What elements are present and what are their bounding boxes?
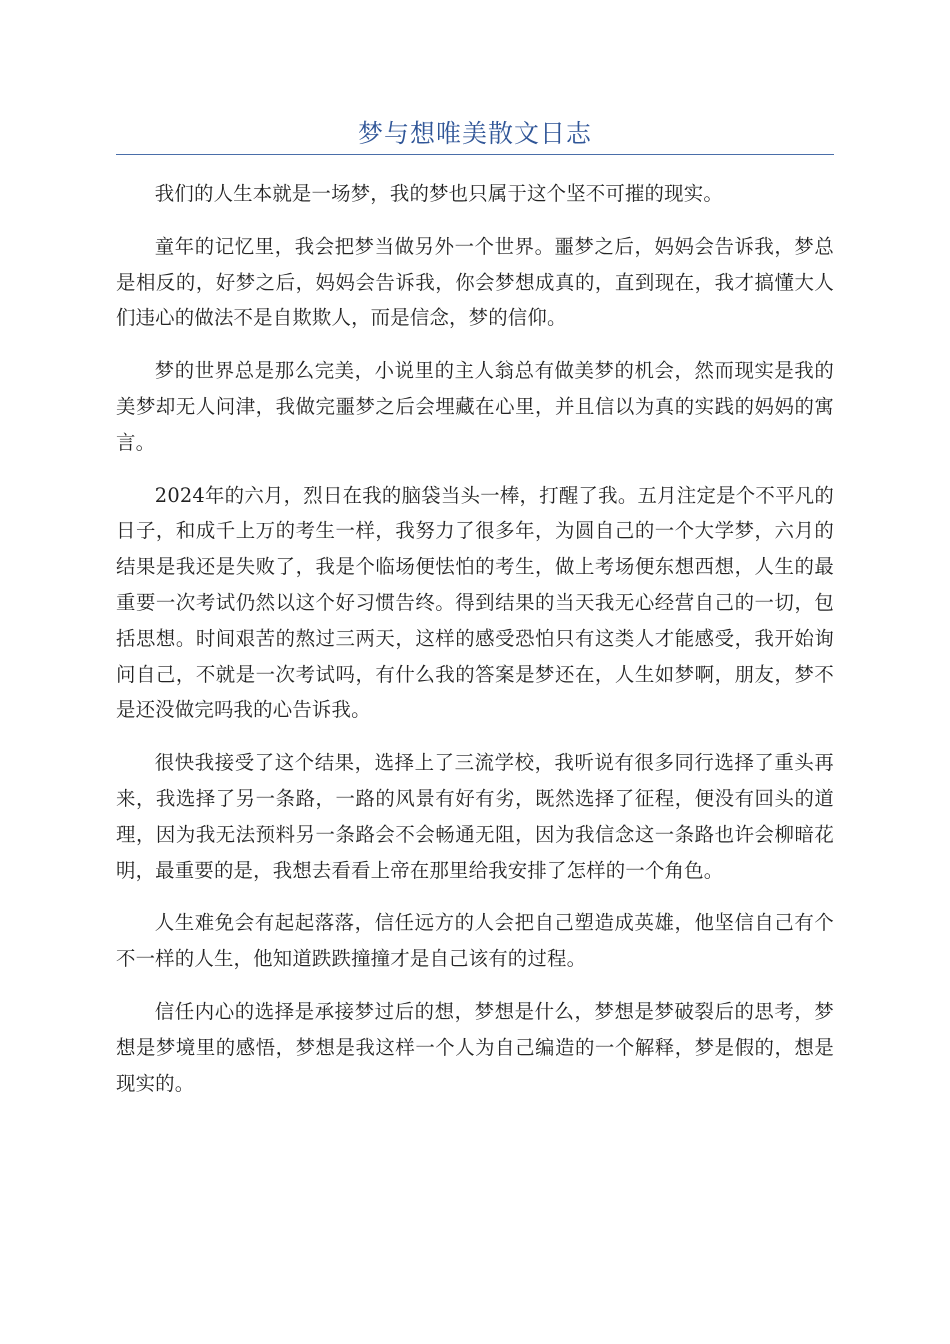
document-title: 梦与想唯美散文日志 (357, 119, 592, 148)
title-underline (116, 154, 834, 155)
paragraph: 我们的人生本就是一场梦，我的梦也只属于这个坚不可摧的现实。 (154, 182, 723, 205)
paragraph: 很快我接受了这个结果，选择上了三流学校，我听说有很多同行选择了重头再来，我选择了另一条路，一路的风景有好有劣，既然选择了征程，便没有回头的道理，因为我无法预料另一条路会不会畅通无阻，因为我信念这一条路也许会柳暗花明，最重要的是，我想去看看上帝在那里给我安排了怎样的一个角色。 (116, 751, 834, 882)
document-body (116, 176, 834, 1118)
paragraph: 童年的记忆里，我会把梦当做另外一个世界。噩梦之后，妈妈会告诉我，梦总是相反的，好梦之后，妈妈会告诉我，你会梦想成真的，直到现在，我才搞懂大人们违心的做法不是自欺欺人，而是信念，梦的信仰。 (116, 234, 834, 330)
paragraph: 信任内心的选择是承接梦过后的想，梦想是什么，梦想是梦破裂后的思考，梦想是梦境里的感悟，梦想是我这样一个人为自己编造的一个解释，梦是假的，想是现实的。 (116, 999, 834, 1095)
paragraph: 人生难免会有起起落落，信任远方的人会把自己塑造成英雄，他坚信自己有个不一样的人生，他知道跌跌撞撞才是自己该有的过程。 (116, 911, 834, 971)
paragraph: 梦的世界总是那么完美，小说里的主人翁总有做美梦的机会，然而现实是我的美梦却无人问津，我做完噩梦之后会埋藏在心里，并且信以为真的实践的妈妈的寓言。 (116, 359, 834, 454)
paragraph: 2024年的六月，烈日在我的脑袋当头一棒，打醒了我。五月注定是个不平凡的日子，和成千上万的考生一样，我努力了很多年，为圆自己的一个大学梦，六月的结果是我还是失败了，我是个临场便怯怕的考生，做上考场便东想西想，人生的最重要一次考试仍然以这个好习惯告终。得到结果的当天我无心经营自己的一切，包括思想。时间艰苦的熬过三两天，这样的感受恐怕只有这类人才能感受，我开始询问自己，不就是一次考试吗，有什么我的答案是梦还在，人生如梦啊，朋友，梦不是还没做完吗我的心告诉我。 (116, 483, 834, 722)
